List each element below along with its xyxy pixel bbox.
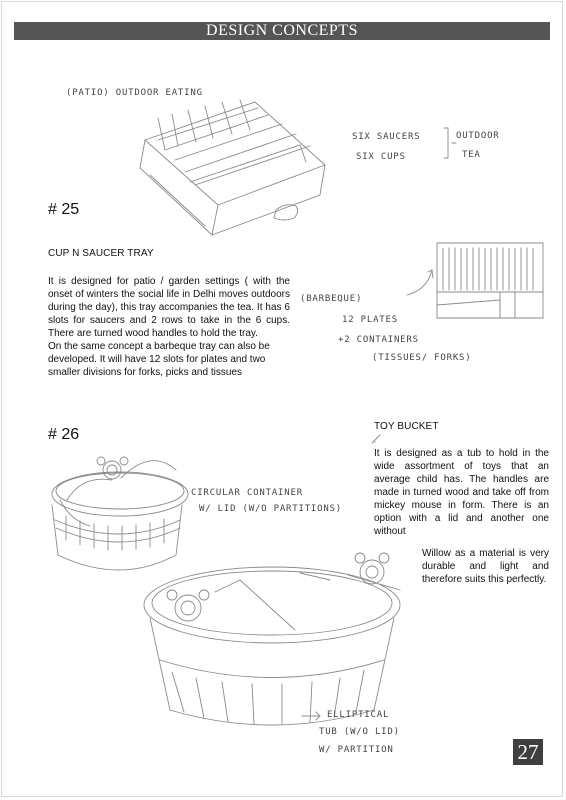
concept-25-title: CUP N SAUCER TRAY: [48, 248, 154, 259]
elliptical-tub-sketch: [144, 553, 400, 725]
label-patio: (PATIO) OUTDOOR EATING: [66, 88, 203, 98]
label-circular-2: W/ LID (W/O PARTITIONS): [199, 504, 343, 514]
label-tissues: (TISSUES/ FORKS): [372, 353, 472, 363]
page-number: 27: [513, 739, 543, 765]
label-tub: TUB (W/O LID): [319, 727, 400, 737]
label-containers: +2 CONTAINERS: [338, 335, 419, 345]
concept-25-number: # 25: [48, 201, 80, 218]
concept-26-paragraph-1: It is designed as a tub to hold in the wide assortment of toys that an average child has. The handles are made in turned wood and take off from mickey mouse in form. There is an option with a lid and another one without: [374, 448, 549, 537]
label-outdoor: OUTDOOR: [456, 131, 500, 141]
label-barbeque: (BARBEQUE): [300, 294, 363, 304]
page-header: DESIGN CONCEPTS: [14, 22, 550, 40]
concept-26-title: TOY BUCKET: [374, 421, 439, 432]
concept-26-number: # 26: [48, 426, 80, 443]
concept-26-paragraph-2: Willow as a material is very durable and light and therefore suits this perfectly.: [422, 548, 549, 585]
pencil-mark: [372, 435, 380, 443]
concept-25-paragraph-2: On the same concept a barbeque tray can also be developed. It will have 12 slots for plates and two smaller divisions for forks, picks and tissues: [48, 341, 270, 378]
label-elliptical: ELLIPTICAL: [327, 710, 390, 720]
barbeque-tray-sketch: [407, 243, 543, 318]
label-partition: W/ PARTITION: [319, 745, 394, 755]
concept-25-description: [48, 275, 290, 379]
circular-container-sketch: [52, 457, 188, 570]
label-tea: TEA: [462, 150, 481, 160]
label-plates: 12 PLATES: [342, 315, 398, 325]
label-six-saucers: SIX SAUCERS: [352, 132, 421, 142]
concept-25-paragraph-1: It is designed for patio / garden settings ( with the onset of winters the social life in Delhi moves outdoors during the day), this tray accompanies the tea. It has 6 slots for saucers and 2 rows to take in the 6 cups. There are turned wood handles to hold the tray.: [48, 276, 290, 339]
cup-saucer-tray-sketch: [140, 100, 325, 235]
label-circular-1: CIRCULAR CONTAINER: [191, 488, 303, 498]
label-six-cups: SIX CUPS: [356, 152, 406, 162]
